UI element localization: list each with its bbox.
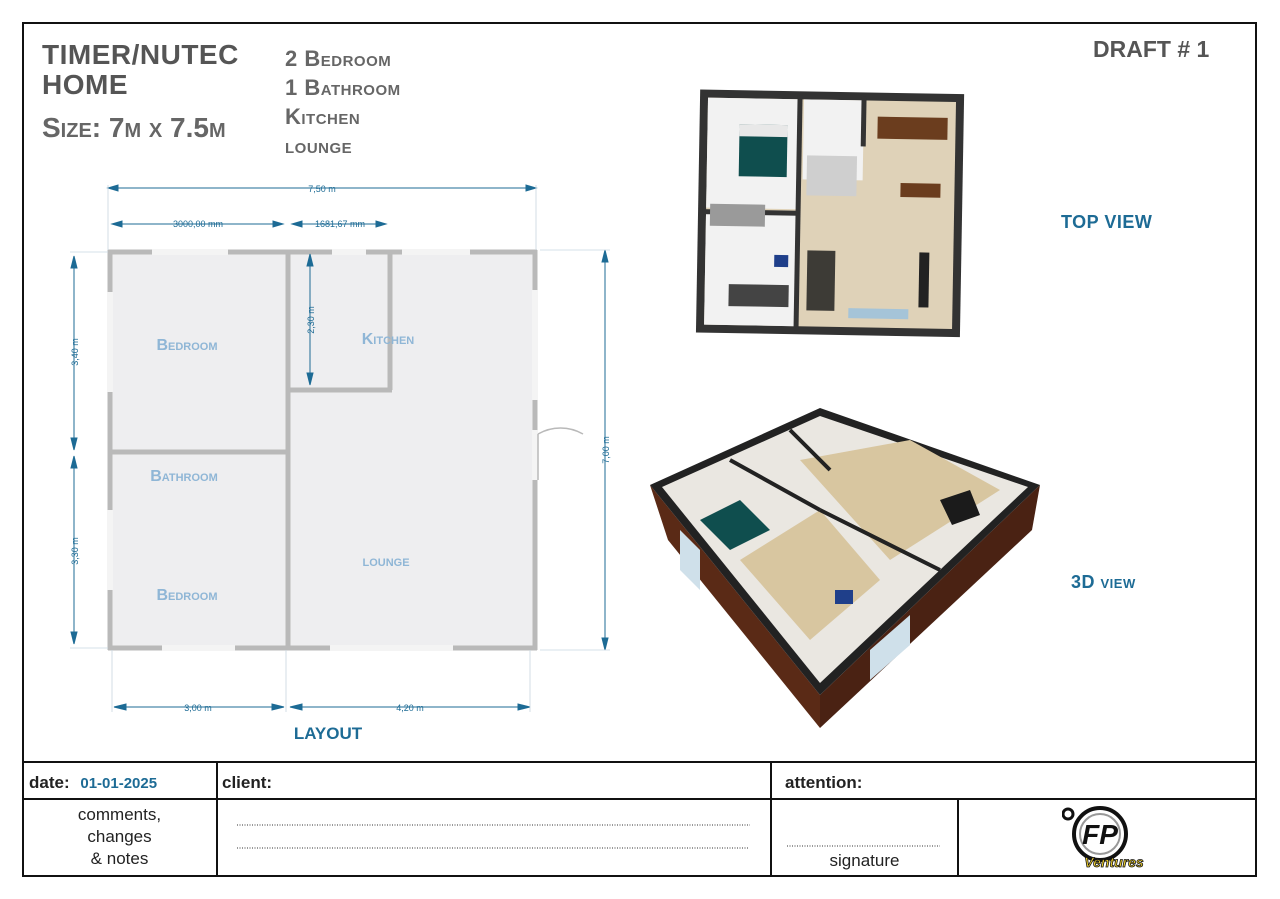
dim-left-top-height: 3,40 m (70, 338, 80, 366)
room-label-bedroom-bottom: Bedroom (156, 587, 218, 604)
room-label-kitchen: Kitchen (361, 331, 415, 348)
svg-text:FP: FP (1082, 819, 1118, 850)
comments-line-1: comments, (77, 805, 162, 824)
room-label-bedroom-top: Bedroom (156, 337, 218, 354)
fp-ventures-logo (1062, 806, 1154, 872)
svg-text:Ventures: Ventures (1084, 854, 1144, 870)
dim-total-width: 7,50 m (308, 184, 336, 194)
dim-total-height: 7,00 m (601, 436, 611, 464)
comments-label (22, 804, 217, 870)
attention-label: attention: (785, 773, 863, 792)
top-view-label: TOP VIEW (1061, 212, 1153, 232)
title-line-1: TIMER/NUTEC (42, 39, 239, 70)
room-label-bathroom: Bathroom (150, 468, 218, 485)
dim-kitchen-width: 1681,67 mm (314, 219, 366, 229)
dim-kitchen-height: 2,30 m (306, 306, 316, 334)
client-label: client: (222, 773, 273, 792)
signature-label: signature (829, 851, 900, 870)
spec-kitchen: Kitchen (285, 104, 361, 129)
dim-left-bottom-height: 3,30 m (70, 537, 80, 565)
spec-lounge: lounge (285, 133, 353, 158)
logo-mark (1062, 806, 1154, 872)
date-label: date: (29, 773, 70, 792)
dim-left-room-width: 3000,00 mm (172, 219, 224, 229)
title-line-2: HOME (42, 69, 128, 100)
size-label: Size: 7m x 7.5m (42, 112, 226, 143)
draft-number: DRAFT # 1 (1093, 36, 1210, 62)
spec-bedrooms: 2 Bedroom (285, 46, 392, 71)
comments-line-3: & notes (90, 849, 149, 868)
comments-line-2: changes (87, 827, 152, 846)
dim-bottom-left-width: 3,00 m (184, 703, 212, 713)
date-field (29, 773, 157, 793)
3d-view-label: 3D view (1071, 572, 1136, 592)
room-label-lounge: lounge (362, 553, 410, 570)
date-value: 01-01-2025 (80, 775, 158, 792)
spec-bathrooms: 1 Bathroom (285, 75, 401, 100)
layout-label: LAYOUT (293, 724, 363, 743)
dim-bottom-right-width: 4,20 m (396, 703, 424, 713)
